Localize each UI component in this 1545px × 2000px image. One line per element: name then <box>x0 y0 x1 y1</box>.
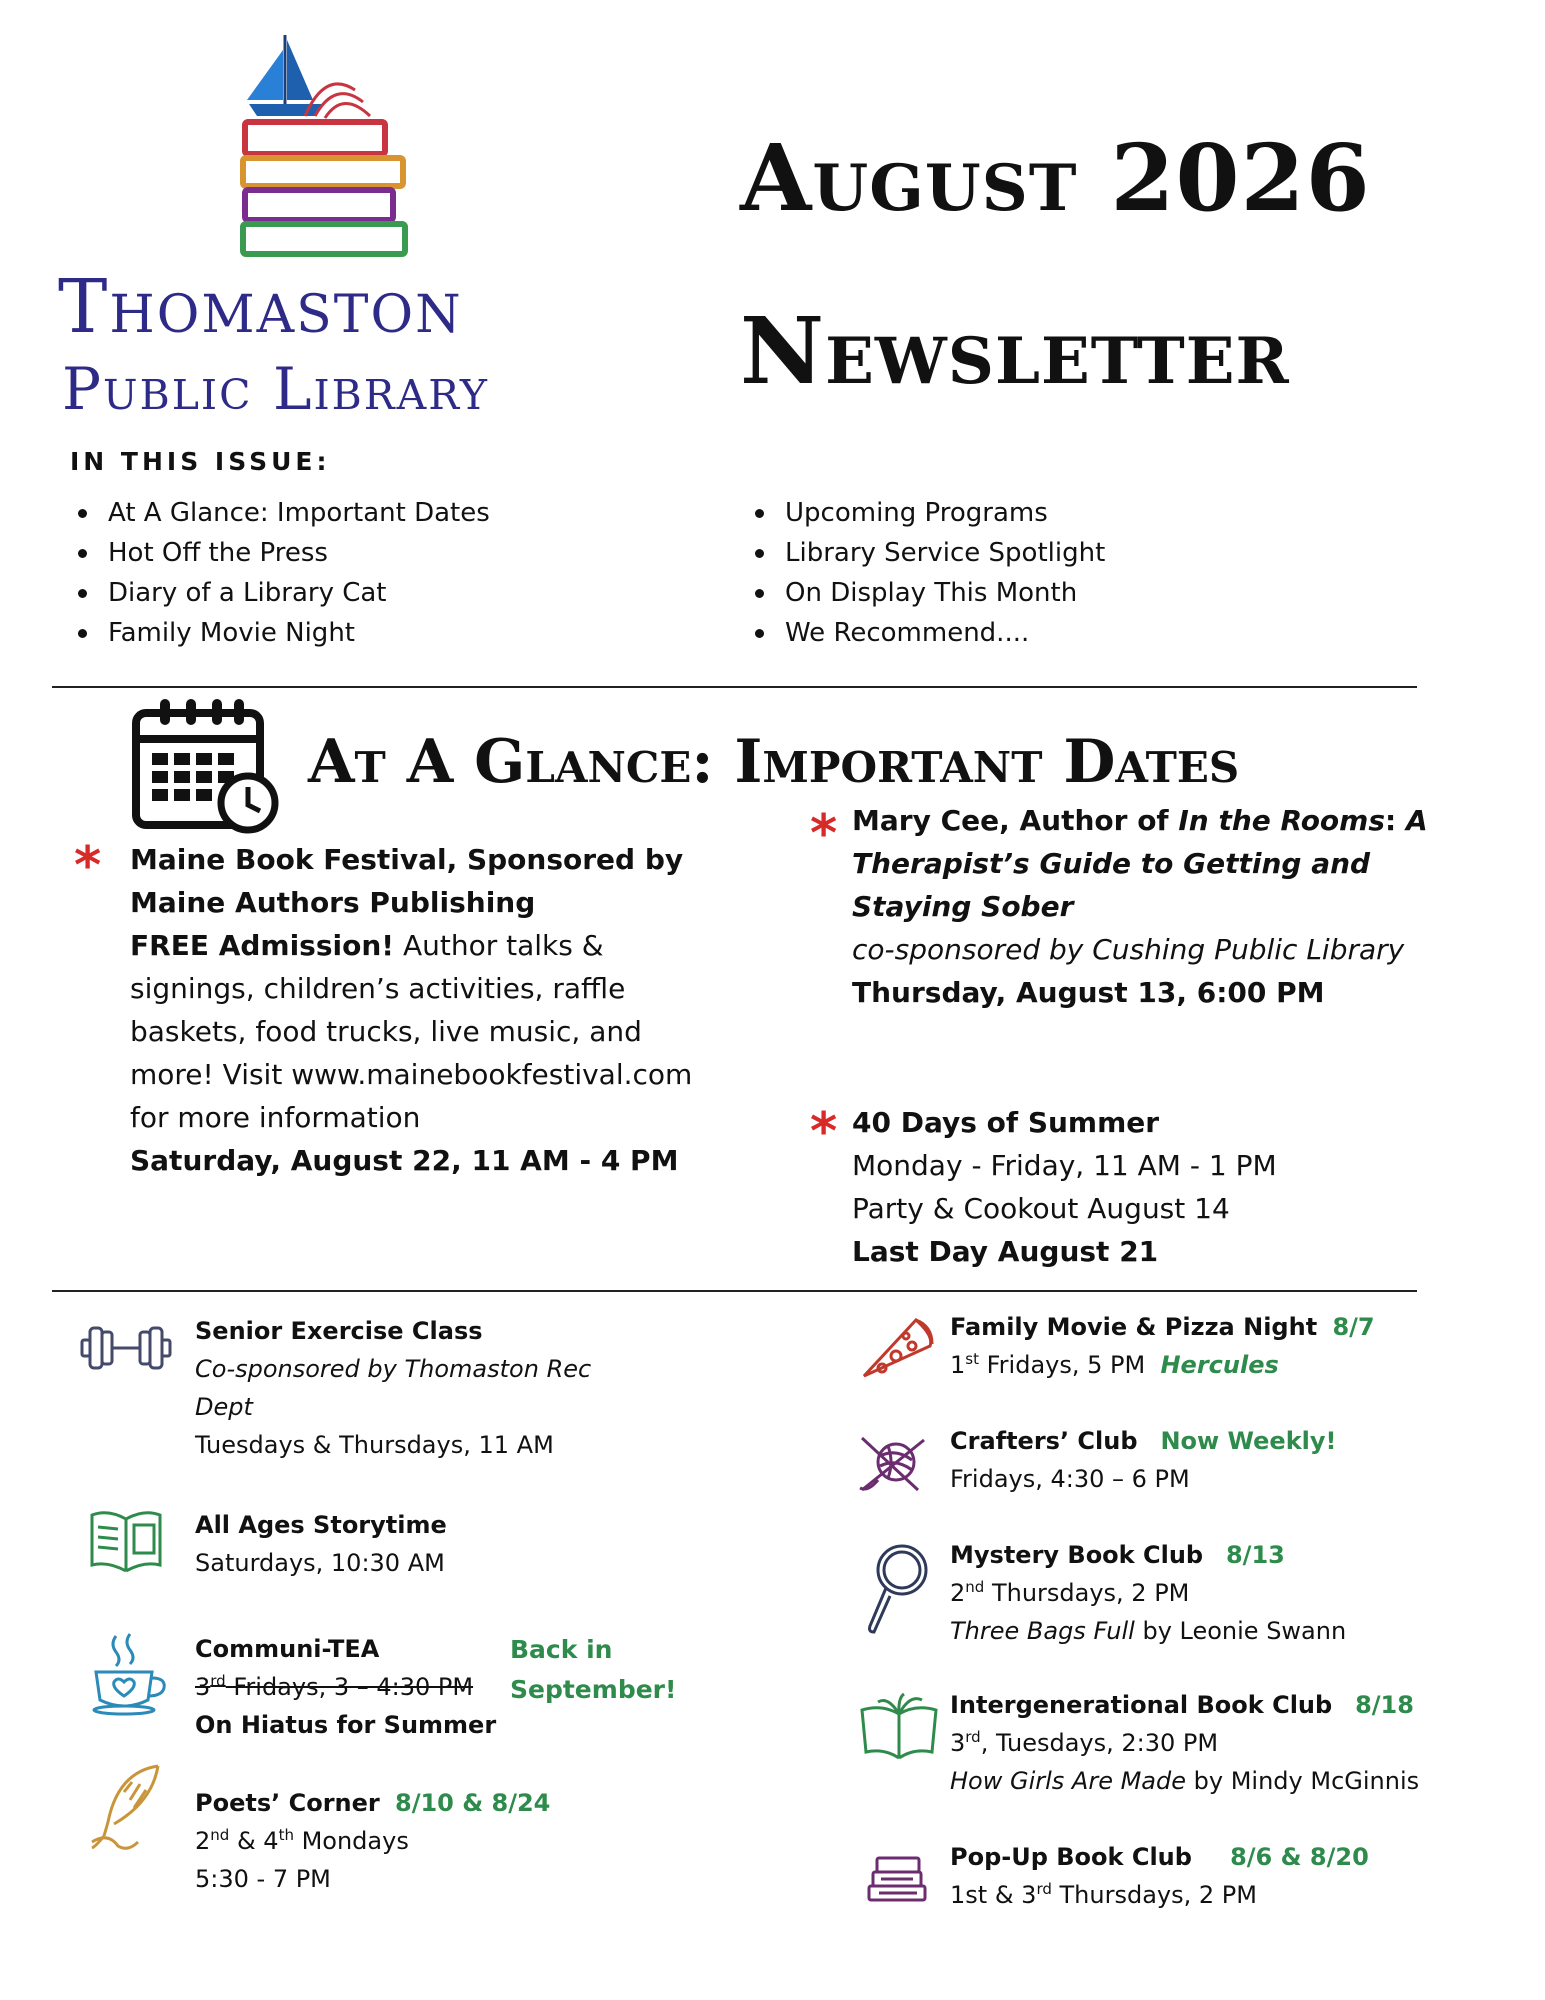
program-title: Senior Exercise Class <box>195 1317 483 1345</box>
event-star: * <box>74 836 102 896</box>
program-title: All Ages Storytime <box>195 1511 447 1539</box>
book-author: by Mindy McGinnis <box>1186 1767 1420 1795</box>
book-subtitle: A Therapist’s Guide to Getting and Staying Sober <box>852 804 1428 923</box>
program-dates: 8/6 & 8/20 <box>1230 1843 1369 1871</box>
program-date: 8/7 <box>1332 1313 1375 1341</box>
book-title: How Girls Are Made <box>950 1767 1187 1795</box>
event-hours: Monday - Friday, 11 AM - 1 PM <box>852 1149 1277 1182</box>
event-star: * <box>810 804 838 864</box>
program-time-struck: 3rd Fridays, 3 – 4:30 PM <box>195 1672 474 1701</box>
program-date: 8/13 <box>1225 1541 1285 1569</box>
program-title: Communi-TEA <box>195 1635 380 1663</box>
glance-section-title: At A Glance: Important Dates <box>308 727 1240 797</box>
program-senior-exercise <box>195 1312 615 1464</box>
program-storytime <box>195 1506 615 1582</box>
calendar-clock-icon <box>130 693 282 838</box>
program-title: Family Movie & Pizza Night <box>950 1313 1318 1341</box>
program-return-note: Back in September! <box>510 1635 677 1704</box>
program-popup-book-club: Pop-Up Book Club 8/6 & 8/20 1st & 3rd Thursdays, 2 PM <box>950 1843 1369 1909</box>
program-intergenerational-book-club: Intergenerational Book Club 8/18 3rd, Tuesdays, 2:30 PM How Girls Are Made by Mindy McGinnis <box>950 1691 1420 1795</box>
event-free-admission: FREE Admission! <box>130 929 395 962</box>
program-title: Crafters’ Club <box>950 1427 1138 1455</box>
section-divider <box>52 1290 1417 1292</box>
dumbbell-icon <box>80 1318 172 1378</box>
event-title: Mary Cee, Author of <box>852 804 1179 837</box>
program-note: Now Weekly! <box>1160 1427 1337 1455</box>
toc-right-list <box>747 493 1105 653</box>
program-status: On Hiatus for Summer <box>195 1711 497 1739</box>
event-40-days-summer <box>852 1101 1442 1273</box>
toc-item: Family Movie Night <box>70 613 490 653</box>
event-date: Saturday, August 22, 11 AM - 4 PM <box>130 1144 679 1177</box>
toc-item: We Recommend.... <box>747 613 1105 653</box>
event-author-talk: Mary Cee, Author of In the Rooms: A Therapist’s Guide to Getting and Staying Sober co-sponsored by Cushing Public Library Thursday, August 13, 6:00 PM <box>852 804 1428 1009</box>
newsletter-title-word: Newsletter <box>740 297 1290 405</box>
toc-left-list <box>70 493 490 653</box>
book-icon <box>86 1505 166 1577</box>
program-title: Mystery Book Club <box>950 1541 1204 1569</box>
program-cosponsor: Co-sponsored by Thomaston Rec Dept <box>195 1355 592 1421</box>
toc-item: Library Service Spotlight <box>747 533 1105 573</box>
magnifier-icon <box>862 1540 934 1636</box>
in-this-issue-label: IN THIS ISSUE: <box>70 447 331 476</box>
program-time: Saturdays, 10:30 AM <box>195 1549 445 1577</box>
program-communi-tea <box>195 1630 515 1744</box>
event-title: 40 Days of Summer <box>852 1106 1160 1139</box>
book-stack-icon <box>865 1848 929 1904</box>
toc-item: Hot Off the Press <box>70 533 490 573</box>
pizza-icon <box>860 1312 936 1382</box>
newsletter-title-month: August 2026 <box>740 124 1371 232</box>
program-family-movie: Family Movie & Pizza Night 8/7 1st Fridays, 5 PM Hercules <box>950 1313 1375 1379</box>
section-divider <box>52 686 1417 688</box>
program-mystery-book-club: Mystery Book Club 8/13 2nd Thursdays, 2 PM Three Bags Full by Leonie Swann <box>950 1541 1347 1645</box>
toc-item: On Display This Month <box>747 573 1105 613</box>
quill-icon <box>88 1762 164 1852</box>
program-title: Intergenerational Book Club <box>950 1691 1333 1719</box>
toc-item: Diary of a Library Cat <box>70 573 490 613</box>
program-title: Pop-Up Book Club <box>950 1843 1192 1871</box>
event-description: Author talks & signings, children’s activities, raffle baskets, food trucks, live music, and more! Visit www.mainebookfestival.com for more information <box>130 929 693 1134</box>
program-time: 5:30 - 7 PM <box>195 1865 331 1893</box>
program-crafters-club <box>950 1422 1510 1498</box>
event-date: Thursday, August 13, 6:00 PM <box>852 976 1325 1009</box>
program-title: Poets’ Corner <box>195 1789 380 1817</box>
open-book-icon <box>858 1692 940 1762</box>
program-dates: 8/10 & 8/24 <box>395 1789 551 1817</box>
event-star: * <box>810 1102 838 1162</box>
event-title: Maine Authors Publishing <box>130 886 536 919</box>
event-last-day: Last Day August 21 <box>852 1235 1159 1268</box>
toc-item: At A Glance: Important Dates <box>70 493 490 533</box>
program-poets-corner: Poets’ Corner 8/10 & 8/24 2nd & 4th Mondays 5:30 - 7 PM <box>195 1789 551 1893</box>
movie-title: Hercules <box>1160 1351 1279 1379</box>
library-name-line2: Public Library <box>62 355 489 423</box>
toc-item: Upcoming Programs <box>747 493 1105 533</box>
yarn-icon <box>858 1430 932 1496</box>
program-time: Tuesdays & Thursdays, 11 AM <box>195 1431 554 1459</box>
program-date: 8/18 <box>1355 1691 1414 1719</box>
library-name-line1: Thomaston <box>58 264 463 350</box>
event-party: Party & Cookout August 14 <box>852 1192 1230 1225</box>
program-time: Fridays, 4:30 – 6 PM <box>950 1465 1190 1493</box>
book-title: Three Bags Full <box>950 1617 1135 1645</box>
event-cosponsor: co-sponsored by Cushing Public Library <box>852 933 1405 966</box>
teacup-icon <box>90 1630 170 1716</box>
book-title: In the Rooms <box>1178 804 1386 837</box>
event-title: Maine Book Festival, Sponsored by <box>130 843 684 876</box>
library-logo <box>235 30 425 270</box>
event-book-festival <box>130 838 720 1182</box>
book-author: by Leonie Swann <box>1134 1617 1347 1645</box>
